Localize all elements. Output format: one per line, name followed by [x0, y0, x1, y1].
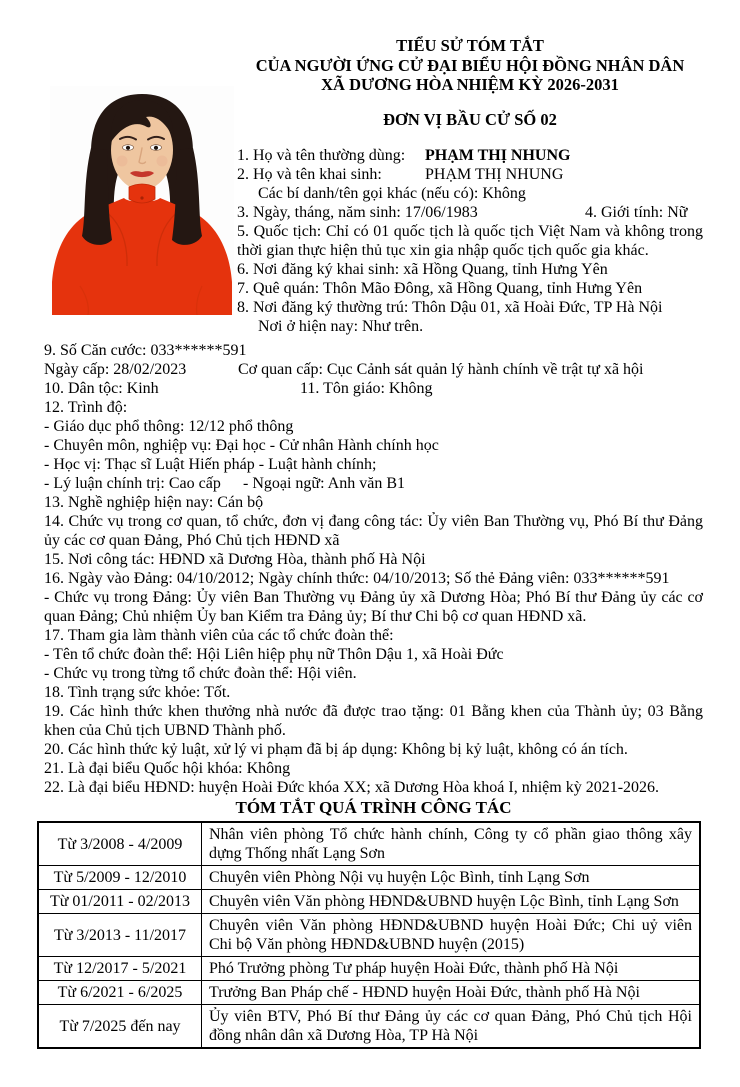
- field-health: 18. Tình trạng sức khỏe: Tốt.: [44, 684, 231, 701]
- field-birth-name: [237, 165, 703, 184]
- work-history-title: TÓM TẮT QUÁ TRÌNH CÔNG TÁC: [235, 798, 512, 817]
- personal-info-column: [237, 146, 703, 336]
- candidate-name: PHẠM THỊ NHUNG: [425, 147, 571, 164]
- field-ethnicity-religion: [44, 379, 703, 398]
- field-current-residence: Nơi ở hiện nay: Như trên.: [258, 318, 424, 335]
- description-cell: [202, 957, 699, 980]
- candidate-photo: [50, 86, 234, 315]
- field-common-name: [237, 146, 703, 165]
- table-row: [39, 889, 699, 913]
- field-org-name: - Tên tổ chức đoàn thể: Hội Liên hiệp phụ nữ Thôn Dậu 1, xã Hoài Đức: [44, 646, 504, 663]
- field-occupation: 13. Nghề nghiệp hiện nay: Cán bộ: [44, 494, 264, 511]
- period-cell: Từ 01/2011 - 02/2013: [39, 890, 202, 913]
- table-row: [39, 913, 699, 956]
- description-cell: [202, 1005, 699, 1047]
- field-id-issue: [44, 360, 703, 379]
- description-cell: [202, 823, 699, 865]
- field-gender: 4. Giới tính: Nữ: [585, 204, 688, 221]
- field-dob: 3. Ngày, tháng, năm sinh: 17/06/1983: [237, 204, 478, 221]
- title-line-2: CỦA NGƯỜI ỨNG CỬ ĐẠI BIỂU HỘI ĐỒNG NHÂN DÂN: [255, 55, 685, 75]
- period-cell: Từ 3/2008 - 4/2009: [39, 823, 202, 865]
- table-row: [39, 1004, 699, 1047]
- field-council-membership: 22. Là đại biểu HĐND: huyện Hoài Đức khóa XX; xã Dương Hòa khoá I, nhiệm kỳ 2021-2026.: [44, 779, 660, 796]
- table-row: [39, 980, 699, 1004]
- field-education-politics: - Lý luận chính trị: Cao cấp: [44, 475, 221, 492]
- field-id-number: 9. Số Căn cước: 033******591: [44, 342, 247, 359]
- field-org-role: - Chức vụ trong từng tổ chức đoàn thể: Hội viên.: [44, 665, 357, 682]
- birth-name-value: PHẠM THỊ NHUNG: [425, 166, 564, 183]
- field-label: 1. Họ và tên thường dùng:: [237, 147, 406, 164]
- description-cell: [202, 890, 699, 913]
- election-unit-heading: ĐƠN VỊ BẦU CỬ SỐ 02: [383, 110, 557, 129]
- document-title: [237, 36, 703, 95]
- field-hometown: 7. Quê quán: Thôn Mão Đông, xã Hồng Quang, tỉnh Hưng Yên: [237, 280, 643, 297]
- title-line-1: TIỂU SỬ TÓM TẮT: [396, 36, 544, 55]
- field-ethnicity: 10. Dân tộc: Kinh: [44, 380, 159, 397]
- field-national-assembly: 21. Là đại biểu Quốc hội khóa: Không: [44, 760, 291, 777]
- description-text: Trưởng Ban Pháp chế - HĐND huyện Hoài Đức, thành phố Hà Nội: [209, 984, 640, 1001]
- field-education-politics-language: [44, 474, 703, 493]
- description-text: Nhân viên phòng Tổ chức hành chính, Công ty cổ phần giao thông xây dựng Thống nhất Lạng Sơn: [209, 826, 692, 862]
- description-text: Chuyên viên Văn phòng HĐND&UBND huyện Lộc Bình, tỉnh Lạng Sơn: [209, 893, 679, 910]
- portrait-illustration: [50, 86, 234, 315]
- field-education-degree: - Học vị: Thạc sĩ Luật Hiến pháp - Luật hành chính;: [44, 456, 377, 473]
- field-alias: Các bí danh/tên gọi khác (nếu có): Không: [258, 185, 526, 202]
- description-text: Ủy viên BTV, Phó Bí thư Đảng ủy các cơ quan Đảng, Phó Chủ tịch Hội đồng nhân dân xã Dương Hòa, TP Hà Nội: [209, 1008, 692, 1044]
- description-text: Chuyên viên Văn phòng HĐND&UBND huyện Hoài Đức; Chi uỷ viên Chi bộ Văn phòng HĐND&UBND huyện (2015): [209, 917, 692, 953]
- description-cell: [202, 914, 699, 956]
- field-awards: 19. Các hình thức khen thưởng nhà nước đã được trao tặng: 01 Bằng khen của Thành ủy; 03 Bằng khen của Chủ tịch UBND Thành phố.: [44, 703, 703, 739]
- table-row: [39, 956, 699, 980]
- field-label: 2. Họ và tên khai sinh:: [237, 166, 382, 183]
- field-party-dates: 16. Ngày vào Đảng: 04/10/2012; Ngày chính thức: 04/10/2013; Số thẻ Đảng viên: 033******591: [44, 570, 670, 587]
- description-text: Chuyên viên Phòng Nội vụ huyện Lộc Bình, tỉnh Lạng Sơn: [209, 869, 590, 886]
- field-residence: 8. Nơi đăng ký thường trú: Thôn Dậu 01, xã Hoài Đức, TP Hà Nội: [237, 299, 663, 316]
- field-workplace: 15. Nơi công tác: HĐND xã Dương Hòa, thành phố Hà Nội: [44, 551, 426, 568]
- field-education-professional: - Chuyên môn, nghiệp vụ: Đại học - Cử nhân Hành chính học: [44, 437, 439, 454]
- field-discipline: 20. Các hình thức kỷ luật, xử lý vi phạm đã bị áp dụng: Không bị kỷ luật, không có án tích.: [44, 741, 628, 758]
- table-row: [39, 823, 699, 865]
- field-org-header: 17. Tham gia làm thành viên của các tổ chức đoàn thể:: [44, 627, 394, 644]
- field-party-position: - Chức vụ trong Đảng: Ủy viên Ban Thường vụ Đảng ủy xã Dương Hòa; Phó Bí thư Đảng ủy các cơ quan Đảng; Chủ nhiệm Ủy ban Kiểm tra Đảng ủy; Bí thư Chi bộ cơ quan HĐND xã.: [44, 589, 703, 625]
- field-education-header: 12. Trình độ:: [44, 399, 128, 416]
- description-cell: [202, 866, 699, 889]
- period-cell: Từ 5/2009 - 12/2010: [39, 866, 202, 889]
- table-row: [39, 865, 699, 889]
- field-dob-gender: [237, 203, 703, 222]
- description-cell: [202, 981, 699, 1004]
- field-birth-registration: 6. Nơi đăng ký khai sinh: xã Hồng Quang, tỉnh Hưng Yên: [237, 261, 608, 278]
- field-id-issue-date: Ngày cấp: 28/02/2023: [44, 361, 187, 378]
- title-line-3: XÃ DƯƠNG HÒA NHIỆM KỲ 2026-2031: [321, 75, 619, 94]
- field-religion: 11. Tôn giáo: Không: [300, 380, 433, 397]
- description-text: Phó Trưởng phòng Tư pháp huyện Hoài Đức, thành phố Hà Nội: [209, 960, 619, 977]
- field-education-language: - Ngoại ngữ: Anh văn B1: [243, 475, 405, 492]
- work-history-table: [37, 821, 701, 1049]
- field-nationality: 5. Quốc tịch: Chỉ có 01 quốc tịch là quốc tịch Việt Nam và không trong thời gian thực hiện thủ tục xin gia nhập quốc tịch quốc gia khác.: [237, 223, 703, 259]
- period-cell: Từ 12/2017 - 5/2021: [39, 957, 202, 980]
- field-education-general: - Giáo dục phổ thông: 12/12 phổ thông: [44, 418, 294, 435]
- field-position: 14. Chức vụ trong cơ quan, tổ chức, đơn vị đang công tác: Ủy viên Ban Thường vụ, Phó Bí thư Đảng ủy các cơ quan Đảng, Phó Chủ tịch HĐND xã: [44, 513, 703, 549]
- period-cell: Từ 7/2025 đến nay: [39, 1005, 202, 1047]
- field-id-issuer: Cơ quan cấp: Cục Cảnh sát quản lý hành chính về trật tự xã hội: [238, 361, 644, 378]
- details-section: [44, 341, 703, 797]
- period-cell: Từ 3/2013 - 11/2017: [39, 914, 202, 956]
- period-cell: Từ 6/2021 - 6/2025: [39, 981, 202, 1004]
